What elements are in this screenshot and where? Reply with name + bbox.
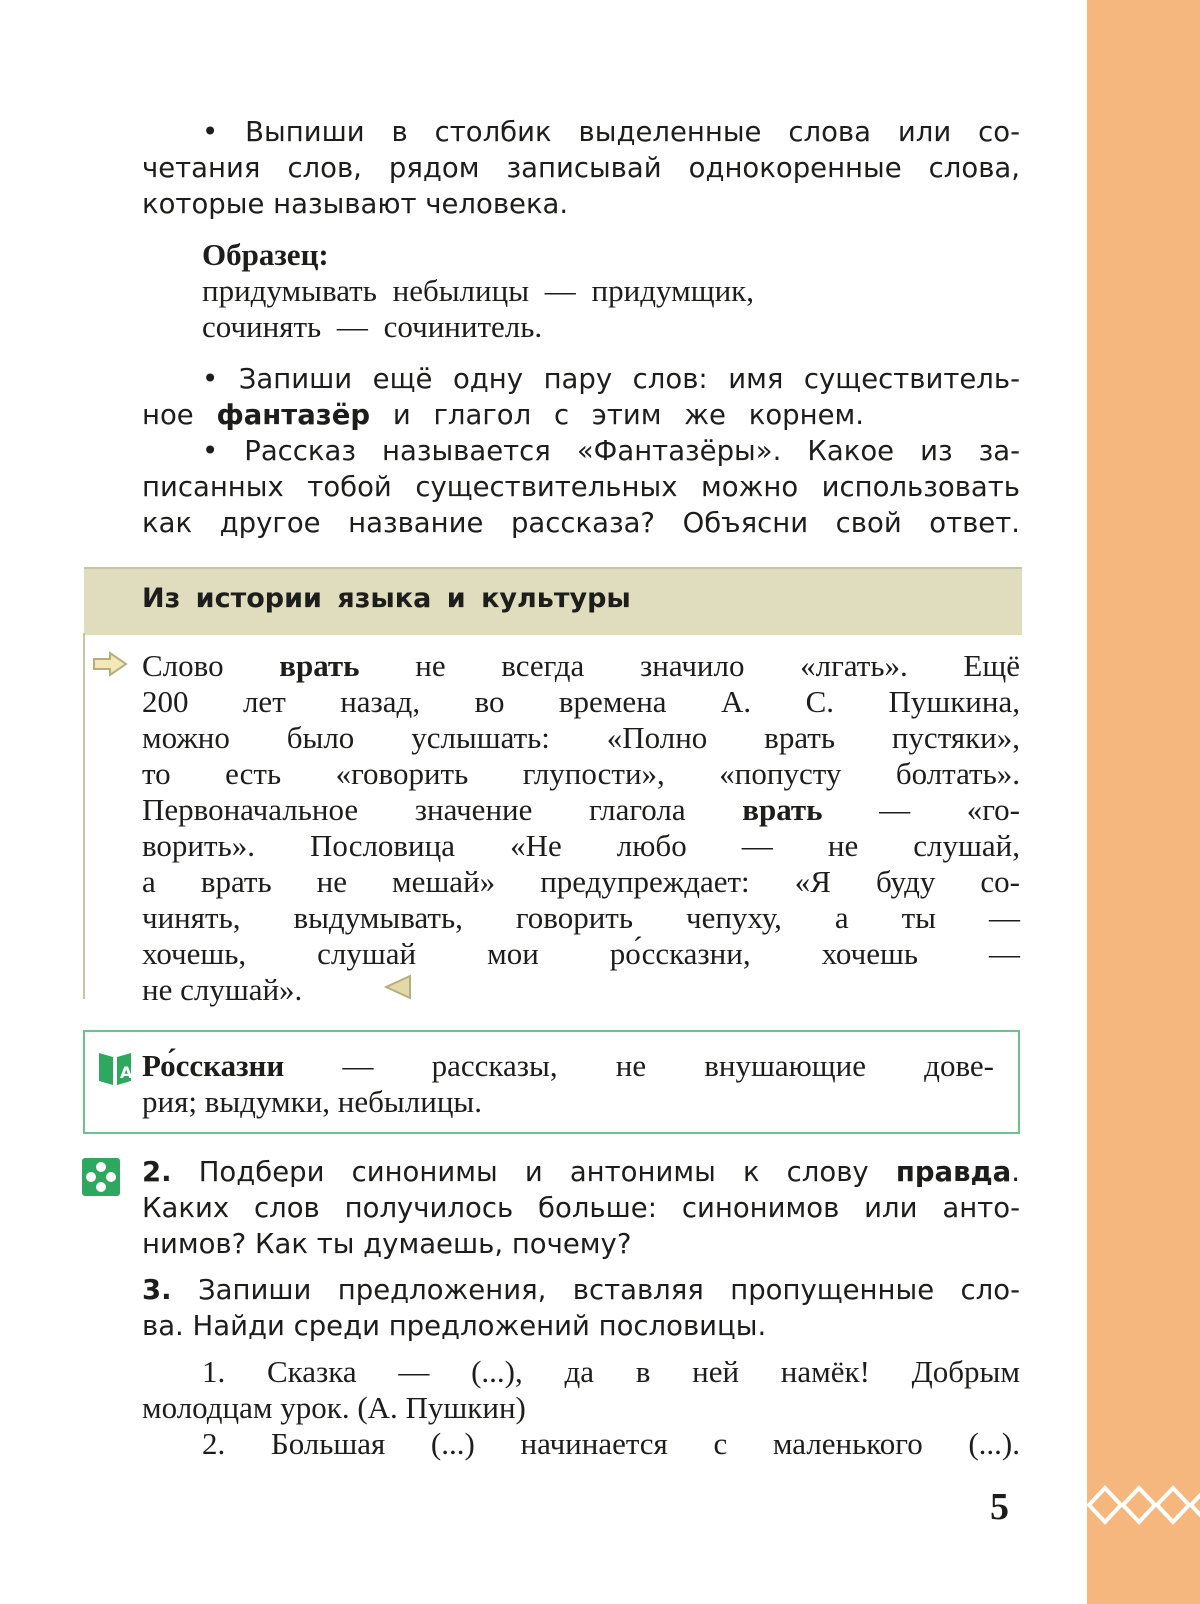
highlighted-word: врать xyxy=(279,648,360,683)
text-line: четания слов, рядом записывай однокоренные слова, xyxy=(142,152,1020,184)
flower-icon xyxy=(82,1158,120,1196)
triangle-left-icon xyxy=(384,974,412,1000)
page-side-strip xyxy=(1087,0,1200,1604)
task-title xyxy=(142,433,1020,541)
sample-heading: Образец: xyxy=(202,237,329,272)
text-line: 200 лет назад, во времена А. С. Пушкина, xyxy=(142,684,1020,719)
text-line: • Рассказ называется «Фантазёры». Какое из за- xyxy=(202,435,1020,467)
text-line: то есть «говорить глупости», «попусту болтать». xyxy=(142,756,1020,791)
text-line: ворить». Пословица «Не любо — не слушай, xyxy=(142,828,1020,863)
text-fragment: Запиши предложения, вставляя пропущенные сло- xyxy=(171,1274,1020,1306)
text-fragment: — «го- xyxy=(822,792,1020,827)
history-heading: Из истории языка и культуры xyxy=(142,583,631,614)
task-3-sentences xyxy=(142,1354,1020,1462)
book-icon xyxy=(96,1047,134,1087)
text-line: молодцам урок. (А. Пушкин) xyxy=(142,1390,526,1425)
history-header xyxy=(84,567,1022,635)
task-number: 3. xyxy=(142,1274,172,1306)
text-fragment: не всегда значило «лгать». Ещё xyxy=(359,648,1020,683)
task-number: 2. xyxy=(142,1156,172,1188)
svg-text:A: A xyxy=(120,1063,133,1082)
highlighted-word: правда xyxy=(895,1156,1012,1188)
text-fragment: Слово xyxy=(142,648,280,683)
text-line: Каких слов получилось больше: синонимов или анто- xyxy=(142,1192,1020,1224)
text-line: ва. Найди среди предложений пословицы. xyxy=(142,1310,767,1342)
definition-text xyxy=(142,1048,994,1120)
text-fragment: Подбери синонимы и антонимы к слову xyxy=(171,1156,896,1188)
task-2 xyxy=(142,1154,1020,1262)
text-line: не слушай». xyxy=(142,972,303,1007)
text-line: • Запиши ещё одну пару слов: имя существитель- xyxy=(202,363,1020,395)
sample-line: сочинять — сочинитель. xyxy=(202,309,543,344)
history-text xyxy=(142,648,1020,1008)
text-line xyxy=(142,1154,1020,1190)
text-line: • Выпиши в столбик выделенные слова или со- xyxy=(202,116,1020,148)
arrow-right-icon xyxy=(92,651,130,677)
text-line xyxy=(142,397,1020,433)
definition-term: Ро́ссказни xyxy=(142,1048,285,1083)
sample-block xyxy=(202,237,962,345)
text-line: чинять, выдумывать, говорить чепуху, а ты — xyxy=(142,900,1020,935)
text-fragment: и глагол с этим же корнем. xyxy=(370,399,864,431)
highlighted-word: фантазёр xyxy=(216,399,371,431)
text-fragment: ное xyxy=(142,399,217,431)
highlighted-word: врать xyxy=(742,792,823,827)
diamond-ornament xyxy=(1087,1484,1200,1526)
text-line xyxy=(142,648,1020,684)
text-line: писанных тобой существительных можно использовать xyxy=(142,471,1020,503)
text-line xyxy=(142,1048,994,1084)
history-left-rule xyxy=(83,633,85,999)
task-intro xyxy=(142,114,1020,222)
text-line: а врать не мешай» предупреждает: «Я буду со- xyxy=(142,864,1020,899)
text-line xyxy=(142,1272,1020,1308)
text-line: хочешь, слушай мои ро́ссказни, хочешь — xyxy=(142,936,1020,971)
task-pair xyxy=(142,361,1020,433)
text-line xyxy=(142,792,1020,828)
text-line: которые называют человека. xyxy=(142,188,569,220)
text-line: 2. Большая (...) начинается с маленького (...). xyxy=(202,1426,1020,1461)
text-line: рия; выдумки, небылицы. xyxy=(142,1084,482,1119)
text-line: 1. Сказка — (...), да в ней намёк! Добрым xyxy=(202,1354,1020,1389)
page-number: 5 xyxy=(990,1486,1009,1528)
text-line: нимов? Как ты думаешь, почему? xyxy=(142,1228,632,1260)
text-fragment: — рассказы, не внушающие дове- xyxy=(284,1048,994,1083)
text-fragment: . xyxy=(1011,1156,1020,1188)
task-3 xyxy=(142,1272,1020,1344)
text-fragment: Первоначальное значение глагола xyxy=(142,792,743,827)
text-line: можно было услышать: «Полно врать пустяки», xyxy=(142,720,1020,755)
sample-line: придумывать небылицы — придумщик, xyxy=(202,273,754,308)
text-line: как другое название рассказа? Объясни свой ответ. xyxy=(142,507,1020,539)
